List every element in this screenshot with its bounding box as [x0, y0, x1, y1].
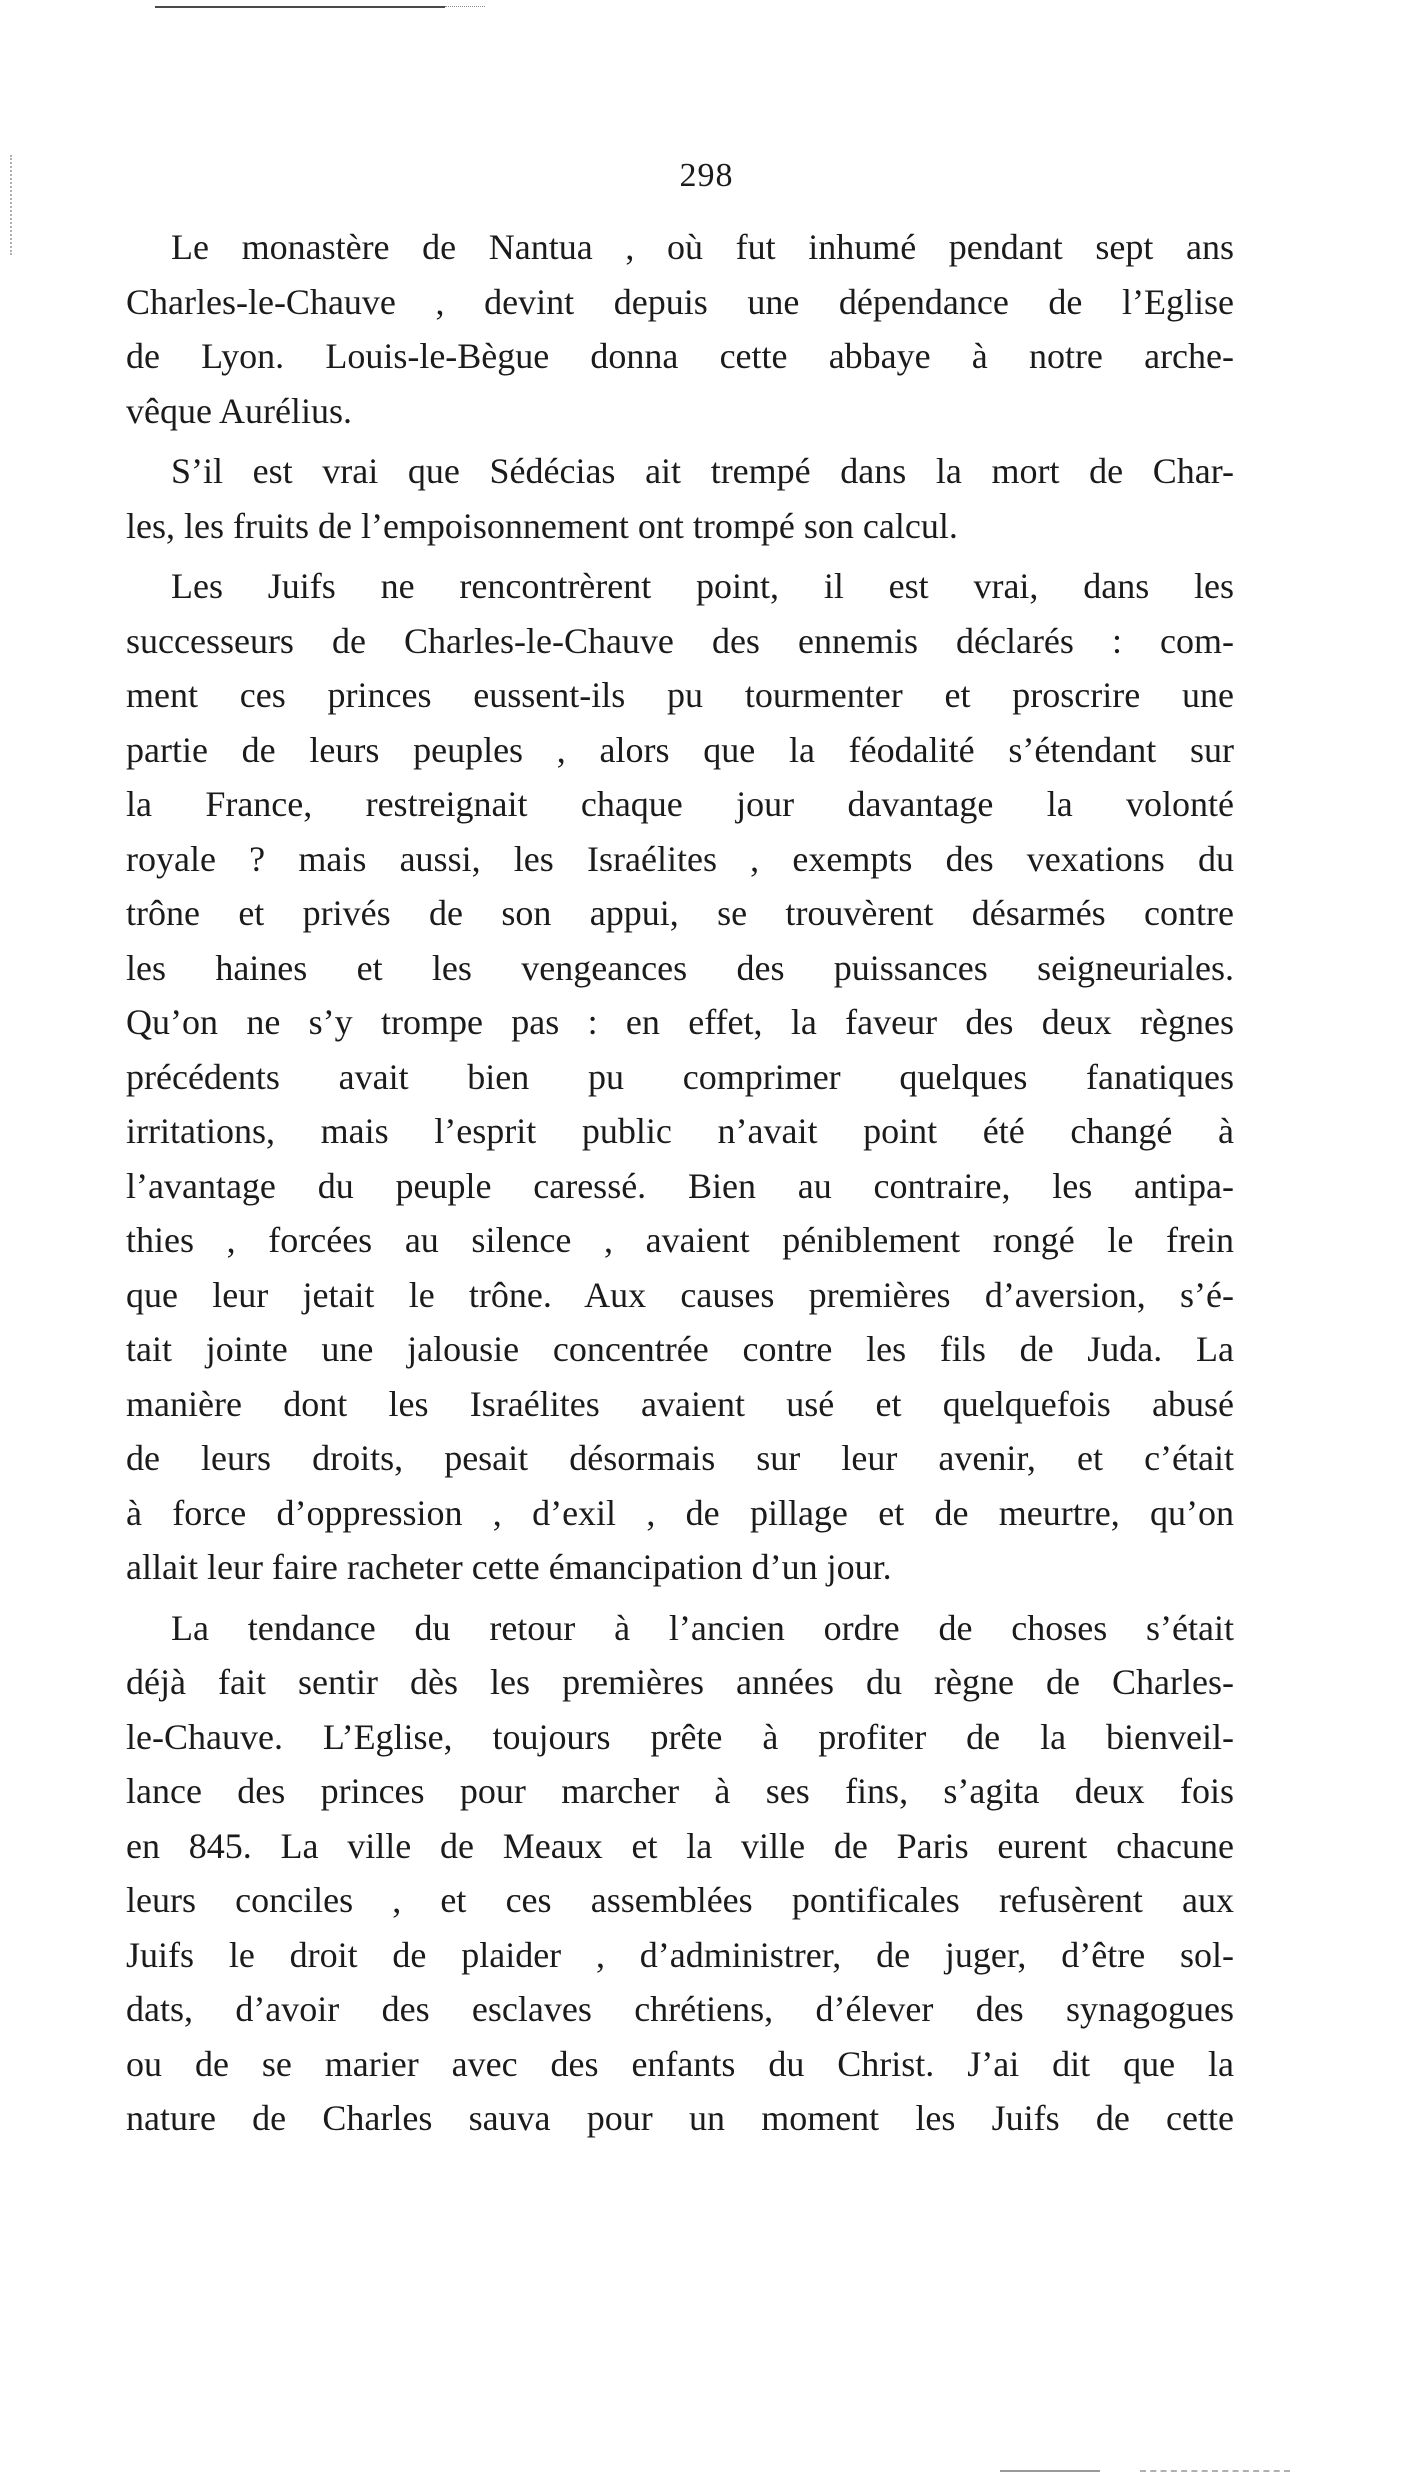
bottom-rule [1000, 2470, 1100, 2472]
text-line: l’avantage du peuple caressé. Bien au contraire, les antipa- [126, 1165, 1234, 1206]
body-text [126, 220, 1234, 2146]
text-line: ou de se marier avec des enfants du Christ. J’ai dit que la [126, 2043, 1234, 2084]
paragraph [126, 220, 1234, 438]
top-rule-tail [445, 6, 485, 7]
top-rule [155, 6, 445, 8]
text-line: trône et privés de son appui, se trouvèrent désarmés contre [126, 893, 1234, 933]
text-line: S’il est vrai que Sédécias ait trempé dans la mort de Char- [171, 451, 1234, 491]
text-line: tait jointe une jalousie concentrée contre les fils de Juda. La [126, 1329, 1234, 1369]
text-line: manière dont les Israélites avaient usé et quelquefois abusé [126, 1383, 1234, 1424]
text-line: Le monastère de Nantua , où fut inhumé pendant sept ans [171, 227, 1234, 267]
text-line: royale ? mais aussi, les Israélites , exempts des vexations du [126, 838, 1234, 879]
bottom-rule-dashed [1140, 2470, 1290, 2472]
text-line: leurs conciles , et ces assemblées pontificales refusèrent aux [126, 1880, 1234, 1920]
text-line: nature de Charles sauva pour un moment les Juifs de cette [126, 2098, 1234, 2138]
text-line: thies , forcées au silence , avaient péniblement rongé le frein [126, 1220, 1234, 1260]
text-line: le-Chauve. L’Eglise, toujours prête à profiter de la bienveil- [126, 1716, 1234, 1757]
text-line: La tendance du retour à l’ancien ordre de choses s’était [171, 1607, 1234, 1648]
text-line: que leur jetait le trône. Aux causes premières d’aversion, s’é- [126, 1274, 1234, 1315]
text-line: de leurs droits, pesait désormais sur leur avenir, et c’était [126, 1438, 1234, 1478]
text-line: partie de leurs peuples , alors que la féodalité s’étendant sur [126, 729, 1234, 770]
text-line: Qu’on ne s’y trompe pas : en effet, la faveur des deux règnes [126, 1002, 1234, 1042]
text-line: ment ces princes eussent-ils pu tourmenter et proscrire une [126, 675, 1234, 715]
text-line: vêque Aurélius. [126, 390, 352, 431]
text-line: dats, d’avoir des esclaves chrétiens, d’élever des synagogues [126, 1989, 1234, 2029]
text-line: lance des princes pour marcher à ses fins, s’agita deux fois [126, 1771, 1234, 1811]
text-line: Charles-le-Chauve , devint depuis une dépendance de l’Eglise [126, 281, 1234, 322]
text-line: précédents avait bien pu comprimer quelques fanatiques [126, 1056, 1234, 1097]
paragraph [126, 559, 1234, 1595]
text-line: les haines et les vengeances des puissances seigneuriales. [126, 947, 1234, 988]
paragraph [126, 1601, 1234, 2146]
text-line: la France, restreignait chaque jour davantage la volonté [126, 784, 1234, 824]
paragraph [126, 444, 1234, 553]
text-line: à force d’oppression , d’exil , de pillage et de meurtre, qu’on [126, 1492, 1234, 1533]
text-line: les, les fruits de l’empoisonnement ont trompé son calcul. [126, 505, 958, 546]
text-line: déjà fait sentir dès les premières années du règne de Charles- [126, 1662, 1234, 1702]
text-line: de Lyon. Louis-le-Bègue donna cette abbaye à notre arche- [126, 336, 1234, 376]
text-line: allait leur faire racheter cette émancipation d’un jour. [126, 1547, 892, 1587]
text-line: Juifs le droit de plaider , d’administrer, de juger, d’être sol- [126, 1934, 1234, 1975]
page-number: 298 [679, 157, 734, 194]
text-line: en 845. La ville de Meaux et la ville de Paris eurent chacune [126, 1825, 1234, 1866]
text-line: successeurs de Charles-le-Chauve des ennemis déclarés : com- [126, 620, 1234, 661]
text-line: Les Juifs ne rencontrèrent point, il est vrai, dans les [171, 566, 1234, 606]
text-line: irritations, mais l’esprit public n’avait point été changé à [126, 1111, 1234, 1151]
